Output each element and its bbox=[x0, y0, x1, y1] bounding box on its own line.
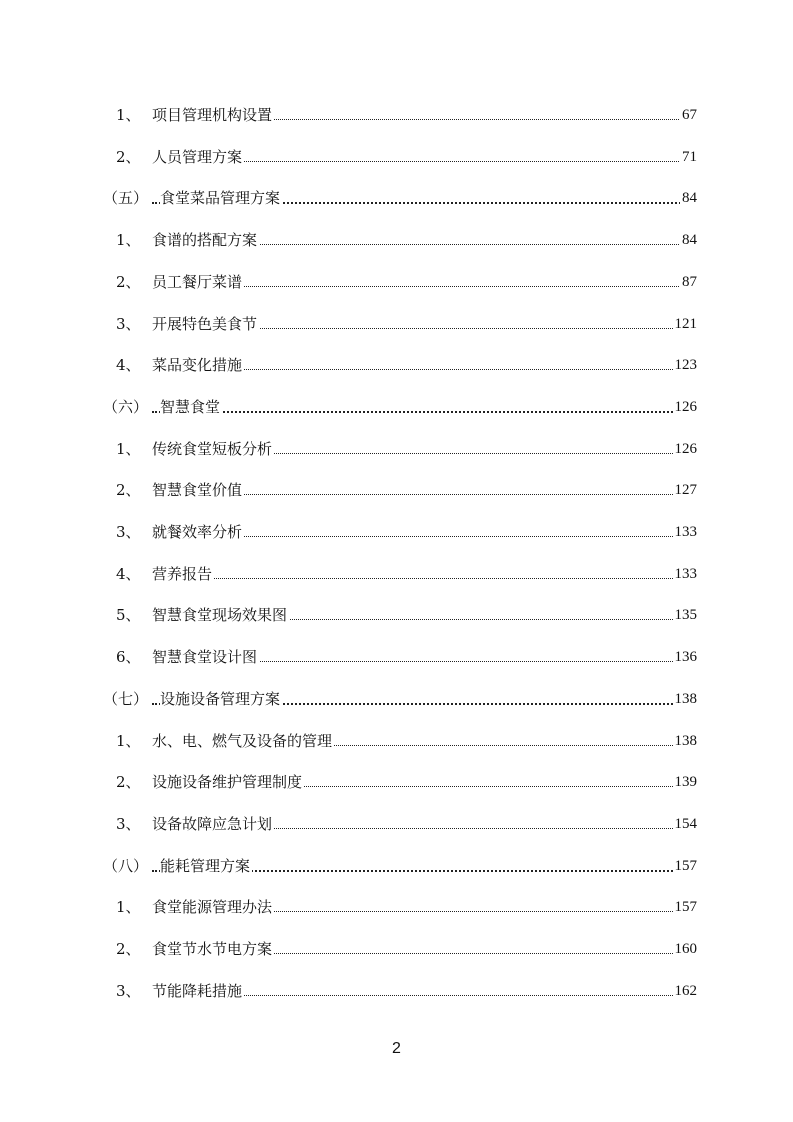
toc-entry-page: 84 bbox=[680, 225, 697, 255]
toc-item-entry[interactable] bbox=[0, 309, 793, 339]
toc-item-entry[interactable] bbox=[0, 726, 793, 756]
toc-entry-page: 126 bbox=[673, 434, 698, 464]
toc-entry-title: 设备故障应急计划 bbox=[152, 809, 274, 839]
toc-entry-number: 2、 bbox=[116, 148, 141, 166]
toc-item-entry[interactable] bbox=[0, 350, 793, 380]
toc-entry-title: 能耗管理方案 bbox=[160, 851, 252, 881]
toc-entry-page: 126 bbox=[673, 392, 698, 422]
toc-entry-number: 2、 bbox=[116, 273, 141, 291]
toc-entry-number: 4、 bbox=[116, 356, 141, 374]
toc-entry-number: （五） bbox=[103, 189, 149, 207]
toc-item-entry[interactable] bbox=[0, 517, 793, 547]
toc-entry-title: 智慧食堂设计图 bbox=[152, 642, 259, 672]
page-number: 2 bbox=[392, 1040, 401, 1057]
toc-item-entry[interactable] bbox=[0, 434, 793, 464]
toc-entry-page: 133 bbox=[673, 517, 698, 547]
toc-entry-number: 3、 bbox=[116, 982, 141, 1000]
toc-entry-page: 84 bbox=[680, 183, 697, 213]
toc-item-entry[interactable] bbox=[0, 225, 793, 255]
toc-entry-title: 菜品变化措施 bbox=[152, 350, 244, 380]
toc-entry-title: 水、电、燃气及设备的管理 bbox=[152, 726, 334, 756]
toc-entry-number: （七） bbox=[103, 690, 149, 708]
toc-item-entry[interactable] bbox=[0, 100, 793, 130]
toc-entry-title: 食堂菜品管理方案 bbox=[160, 183, 282, 213]
toc-entry-title: 智慧食堂现场效果图 bbox=[152, 600, 289, 630]
toc-entry-number: 2、 bbox=[116, 481, 141, 499]
toc-entry-number: 3、 bbox=[116, 315, 141, 333]
toc-section-entry[interactable] bbox=[0, 183, 793, 213]
toc-item-entry[interactable] bbox=[0, 267, 793, 297]
toc-section-entry[interactable] bbox=[0, 851, 793, 881]
toc-entry-number: 4、 bbox=[116, 565, 141, 583]
toc-entry-page: 123 bbox=[673, 350, 698, 380]
toc-entry-title: 就餐效率分析 bbox=[152, 517, 244, 547]
toc-entry-number: 6、 bbox=[116, 648, 141, 666]
toc-entry-page: 136 bbox=[673, 642, 698, 672]
toc-item-entry[interactable] bbox=[0, 642, 793, 672]
toc-entry-page: 138 bbox=[673, 726, 698, 756]
dot-leader bbox=[152, 411, 697, 413]
toc-entry-page: 139 bbox=[673, 767, 698, 797]
toc-entry-title: 开展特色美食节 bbox=[152, 309, 259, 339]
toc-entry-title: 食堂能源管理办法 bbox=[152, 892, 274, 922]
toc-item-entry[interactable] bbox=[0, 976, 793, 1006]
toc-entry-number: 1、 bbox=[116, 898, 141, 916]
toc-entry-number: 1、 bbox=[116, 106, 141, 124]
toc-entry-title: 智慧食堂 bbox=[160, 392, 222, 422]
toc-entry-number: 2、 bbox=[116, 773, 141, 791]
toc-entry-number: 2、 bbox=[116, 940, 141, 958]
toc-entry-title: 智慧食堂价值 bbox=[152, 475, 244, 505]
toc-entry-number: （八） bbox=[103, 857, 149, 875]
toc-entry-page: 135 bbox=[673, 600, 698, 630]
dot-leader bbox=[152, 578, 697, 579]
toc-item-entry[interactable] bbox=[0, 142, 793, 172]
toc-entry-number: （六） bbox=[103, 398, 149, 416]
toc-section-entry[interactable] bbox=[0, 684, 793, 714]
toc-entry-title: 节能降耗措施 bbox=[152, 976, 244, 1006]
toc-item-entry[interactable] bbox=[0, 475, 793, 505]
toc-entry-number: 1、 bbox=[116, 732, 141, 750]
toc-entry-number: 3、 bbox=[116, 815, 141, 833]
toc-entry-page: 127 bbox=[673, 475, 698, 505]
toc-item-entry[interactable] bbox=[0, 767, 793, 797]
toc-entry-title: 人员管理方案 bbox=[152, 142, 244, 172]
toc-entry-number: 1、 bbox=[116, 440, 141, 458]
toc-entry-title: 食堂节水节电方案 bbox=[152, 934, 274, 964]
toc-section-entry[interactable] bbox=[0, 392, 793, 422]
toc-entry-number: 3、 bbox=[116, 523, 141, 541]
toc-entry-number: 5、 bbox=[116, 606, 141, 624]
toc-entry-page: 162 bbox=[673, 976, 698, 1006]
toc-entry-title: 营养报告 bbox=[152, 559, 214, 589]
toc-entry-page: 154 bbox=[673, 809, 698, 839]
toc-entry-title: 食谱的搭配方案 bbox=[152, 225, 259, 255]
toc-entry-page: 87 bbox=[680, 267, 697, 297]
toc-item-entry[interactable] bbox=[0, 559, 793, 589]
toc-entry-page: 160 bbox=[673, 934, 698, 964]
toc-entry-title: 员工餐厅菜谱 bbox=[152, 267, 244, 297]
toc-item-entry[interactable] bbox=[0, 934, 793, 964]
toc-entry-page: 157 bbox=[673, 892, 698, 922]
toc-entry-title: 传统食堂短板分析 bbox=[152, 434, 274, 464]
toc-item-entry[interactable] bbox=[0, 809, 793, 839]
toc-item-entry[interactable] bbox=[0, 600, 793, 630]
toc-entry-page: 71 bbox=[680, 142, 697, 172]
toc-item-entry[interactable] bbox=[0, 892, 793, 922]
toc-entry-page: 133 bbox=[673, 559, 698, 589]
toc-entry-page: 157 bbox=[673, 851, 698, 881]
toc-entry-page: 67 bbox=[680, 100, 697, 130]
toc-entry-title: 设施设备管理方案 bbox=[160, 684, 282, 714]
toc-entry-number: 1、 bbox=[116, 231, 141, 249]
toc-entry-title: 设施设备维护管理制度 bbox=[152, 767, 304, 797]
toc-entry-page: 138 bbox=[673, 684, 698, 714]
toc-entry-page: 121 bbox=[673, 309, 698, 339]
toc-entry-title: 项目管理机构设置 bbox=[152, 100, 274, 130]
